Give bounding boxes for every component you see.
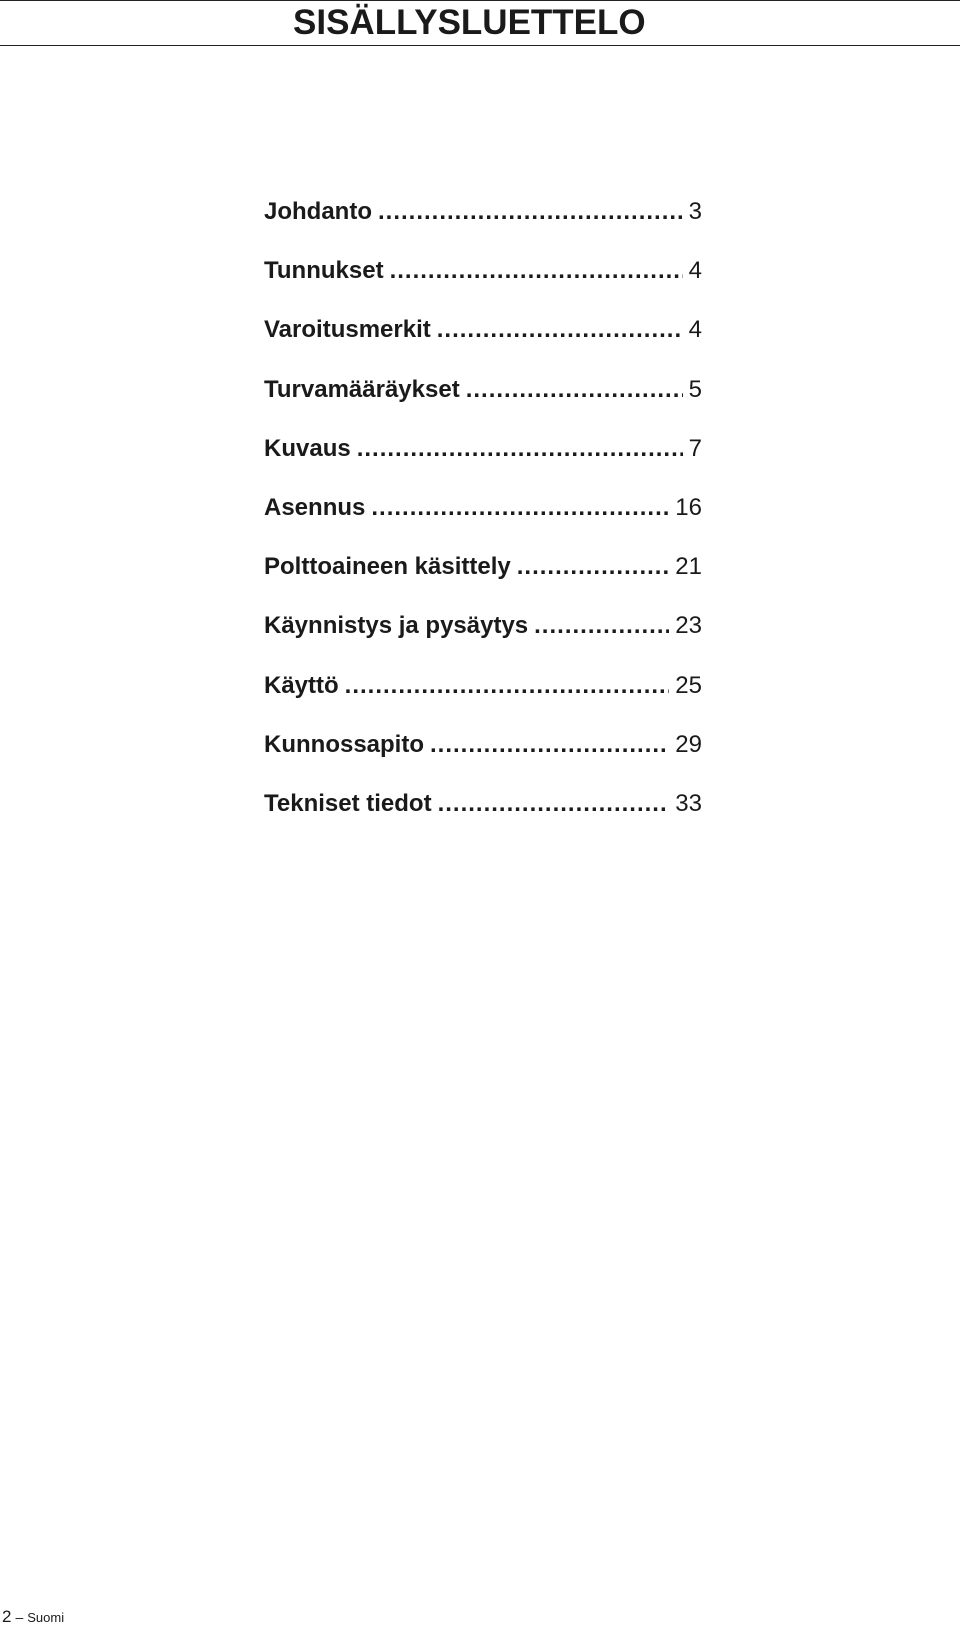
toc-entry-page: 29	[675, 730, 702, 758]
toc-entry-polttoaineen-kasittely[interactable]	[264, 553, 702, 612]
toc-entry-label: Käyttö	[264, 671, 339, 699]
toc-entry-tekniset-tiedot[interactable]	[264, 790, 702, 849]
toc-entry-johdanto[interactable]	[264, 198, 702, 257]
toc-entry-page: 3	[688, 198, 702, 225]
toc-entry-label: Tunnukset	[264, 257, 384, 285]
toc-entry-tunnukset[interactable]	[264, 257, 702, 316]
toc-entry-label: Kunnossapito	[264, 730, 424, 758]
toc-dot-leader	[430, 731, 669, 759]
toc-dot-leader	[438, 790, 670, 818]
toc-entry-label: Turvamääräykset	[264, 375, 460, 403]
page-header	[0, 0, 960, 46]
page-title: SISÄLLYSLUETTELO	[293, 3, 646, 42]
toc-entry-page: 25	[675, 671, 702, 699]
toc-entry-label: Johdanto	[264, 198, 372, 225]
footer-language: Suomi	[27, 1610, 65, 1625]
footer-page-number: 2	[2, 1607, 12, 1626]
toc-entry-kunnossapito[interactable]	[264, 731, 702, 790]
toc-entry-kuvaus[interactable]	[264, 435, 702, 494]
toc-dot-leader	[345, 672, 670, 700]
toc-entry-turvamaaraykset[interactable]	[264, 376, 702, 435]
toc-entry-label: Asennus	[264, 493, 366, 521]
toc-dot-leader	[534, 612, 669, 640]
toc-entry-page: 4	[688, 316, 702, 344]
page-footer	[2, 1607, 64, 1628]
toc-entry-label: Polttoaineen käsittely	[264, 553, 511, 581]
toc-dot-leader	[378, 198, 683, 226]
toc-dot-leader	[371, 494, 669, 522]
toc-entry-label: Kuvaus	[264, 434, 351, 462]
toc-dot-leader	[517, 553, 670, 581]
toc-entry-page: 7	[688, 434, 702, 462]
toc-entry-kaytto[interactable]	[264, 672, 702, 731]
toc-entry-label: Tekniset tiedot	[264, 789, 432, 817]
toc-entry-kaynnistys-ja-pysaytys[interactable]	[264, 612, 702, 671]
toc-entry-label: Käynnistys ja pysäytys	[264, 612, 529, 640]
toc-entry-asennus[interactable]	[264, 494, 702, 553]
toc-dot-leader	[466, 376, 683, 404]
table-of-contents	[264, 198, 702, 849]
toc-entry-varoitusmerkit[interactable]	[264, 316, 702, 375]
toc-entry-page: 23	[675, 612, 702, 640]
toc-dot-leader	[437, 316, 683, 344]
toc-dot-leader	[357, 435, 683, 463]
toc-entry-page: 4	[688, 257, 702, 285]
toc-entry-page: 33	[675, 789, 702, 817]
toc-dot-leader	[390, 257, 683, 285]
toc-entry-page: 16	[675, 493, 702, 521]
toc-entry-label: Varoitusmerkit	[264, 316, 431, 344]
footer-dash: –	[15, 1609, 24, 1625]
toc-entry-page: 5	[688, 375, 702, 403]
toc-entry-page: 21	[675, 553, 702, 581]
